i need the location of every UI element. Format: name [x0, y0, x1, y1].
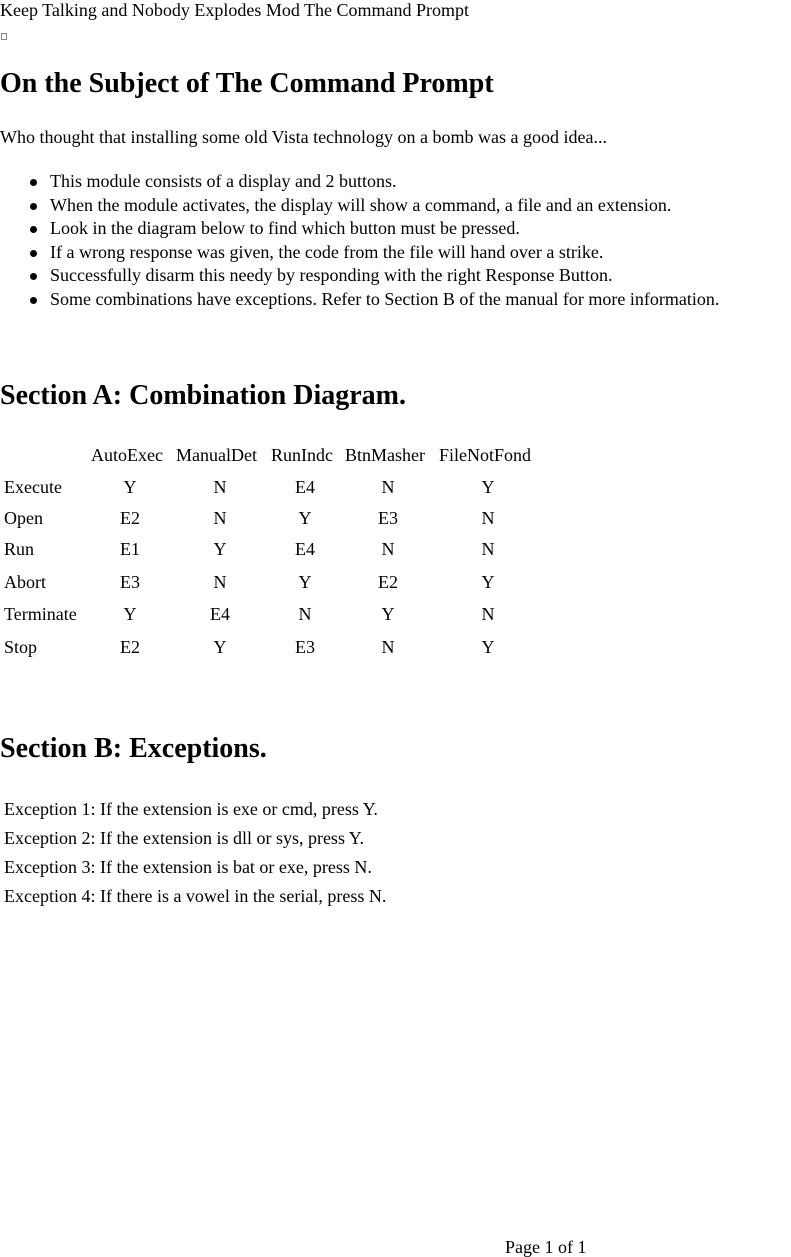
table-cell: E1	[120, 539, 140, 559]
table-cell: N	[481, 508, 495, 528]
document-title: Keep Talking and Nobody Explodes Mod The Command Prompt	[0, 0, 470, 20]
list-item-text: Look in the diagram below to find which button must be pressed.	[50, 218, 520, 239]
table-cell: N	[213, 508, 227, 528]
exception-item: Exception 2: If the extension is dll or sys, press Y.	[4, 828, 364, 848]
table-cell: Y	[298, 572, 312, 592]
list-item-text: Some combinations have exceptions. Refer to Section B of the manual for more information.	[50, 288, 720, 309]
table-cell: N	[381, 637, 395, 657]
column-header: RunIndc	[271, 445, 333, 465]
table-cell: E3	[295, 637, 315, 657]
table-cell: Y	[123, 477, 137, 497]
bullet-icon	[30, 226, 37, 233]
table-cell: Y	[123, 604, 137, 624]
table-cell: Y	[481, 477, 495, 497]
list-item-text: If a wrong response was given, the code from the file will hand over a strike.	[50, 241, 604, 262]
table-cell: E2	[120, 637, 140, 657]
table-cell: Y	[213, 539, 227, 559]
list-item	[0, 194, 719, 218]
row-label: Open	[4, 508, 43, 528]
rules-list	[0, 170, 719, 312]
table-cell: N	[298, 604, 312, 624]
page-number: Page 1 of 1	[505, 1237, 587, 1257]
table-cell: N	[213, 572, 227, 592]
column-header: FileNotFond	[439, 445, 532, 465]
table-cell: Y	[481, 637, 495, 657]
exceptions-list	[4, 795, 386, 911]
list-item	[0, 264, 719, 288]
exception-item: Exception 4: If there is a vowel in the serial, press N.	[4, 886, 387, 906]
broken-image-icon	[1, 33, 7, 40]
table-cell: E2	[378, 572, 398, 592]
combination-diagram	[0, 444, 560, 666]
row-label: Stop	[4, 637, 38, 657]
table-cell: E4	[295, 539, 315, 559]
list-item	[0, 241, 719, 265]
page-title: On the Subject of The Command Prompt	[0, 68, 494, 99]
list-item-text: Successfully disarm this needy by responding with the right Response Button.	[50, 265, 613, 286]
section-b-heading: Section B: Exceptions.	[0, 733, 267, 764]
intro-text: Who thought that installing some old Vista technology on a bomb was a good idea...	[0, 127, 607, 147]
row-label: Execute	[4, 477, 62, 497]
table-cell: Y	[481, 572, 495, 592]
bullet-icon	[30, 273, 37, 280]
bullet-icon	[30, 179, 37, 186]
table-cell: E4	[210, 604, 230, 624]
table-cell: Y	[213, 637, 227, 657]
list-item	[0, 170, 719, 194]
table-cell: Y	[298, 508, 312, 528]
table-cell: E4	[295, 477, 315, 497]
column-header: AutoExec	[91, 445, 163, 465]
table-cell: E3	[378, 508, 398, 528]
list-item-text: When the module activates, the display will show a command, a file and an extension.	[50, 194, 672, 215]
column-header: BtnMasher	[345, 445, 425, 465]
table-cell: E3	[120, 572, 140, 592]
bullet-icon	[30, 297, 37, 304]
section-a-heading: Section A: Combination Diagram.	[0, 380, 406, 411]
column-header: ManualDet	[176, 445, 257, 465]
table-cell: N	[381, 477, 395, 497]
row-label: Terminate	[4, 604, 77, 624]
table-cell: N	[213, 477, 227, 497]
bullet-icon	[30, 203, 37, 210]
table-cell: E2	[120, 508, 140, 528]
bullet-icon	[30, 250, 37, 257]
table-cell: N	[481, 604, 495, 624]
list-item-text: This module consists of a display and 2 buttons.	[50, 171, 397, 191]
row-label: Abort	[4, 572, 46, 592]
table-cell: N	[481, 539, 495, 559]
exception-item: Exception 3: If the extension is bat or exe, press N.	[4, 857, 372, 877]
exception-item: Exception 1: If the extension is exe or cmd, press Y.	[4, 799, 378, 819]
table-cell: N	[381, 539, 395, 559]
table-cell: Y	[381, 604, 395, 624]
list-item	[0, 217, 719, 241]
list-item	[0, 288, 719, 312]
row-label: Run	[4, 539, 35, 559]
